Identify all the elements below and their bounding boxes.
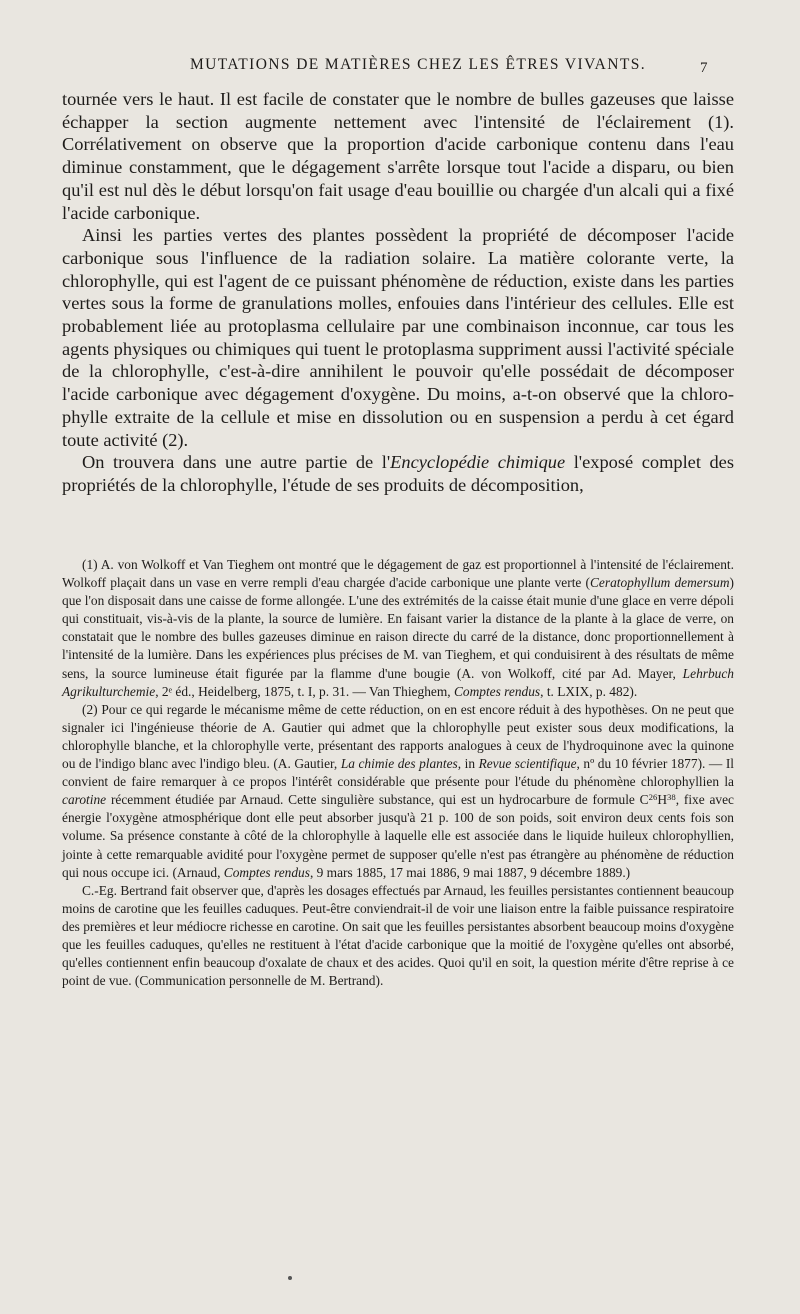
formula-subscript: 38 — [667, 792, 676, 803]
footnote-2-part: récemment étudiée par Arnaud. Cette singulière substance, qui est un hydrocarbure de formule C — [106, 792, 649, 808]
paragraph-3-text-start: On trouvera dans une autre partie de l' — [82, 452, 391, 473]
main-text — [62, 88, 734, 497]
running-title: MUTATIONS DE MATIÈRES CHEZ LES ÊTRES VIVANTS. — [190, 56, 647, 73]
paragraph-3 — [62, 451, 734, 496]
book-title: La chimie des plantes — [340, 756, 458, 772]
footnote-1 — [62, 556, 734, 701]
page-header — [0, 52, 800, 82]
encyclopedia-title: Encyclopédie chimique — [390, 452, 566, 473]
footnotes — [62, 556, 734, 990]
footnote-1-part: , t. LXIX, p. 482). — [540, 683, 638, 699]
footnote-2 — [62, 701, 734, 882]
page-number: 7 — [700, 60, 708, 76]
footnote-1-part: (1) A. von Wolkoff et Van Tieghem ont montré que le dégagement de gaz est proportionnel à l'intensité de l'éclairement. Wolkoff plaçait dans un vase en verre rempli d'eau chargée d'acide carbonique une plante verte ( — [62, 557, 734, 591]
footnote-2-part: , fixe avec énergie l'oxygène atmosphérique dont elle peut absorber jusqu'à 21 p. 100 de son poids, soit environ deux cents fois son volume. Sa présence constante à côté de la chlorophylle à laquelle elle est associée dans le liquide huileux chlorophyllien, jointe à cette remarquable avidité pour l'oxygène permet de supposer qu'elle n'est pas étrangère au phénomène de réduction qui nous occupe ici. (Arnaud, — [62, 792, 735, 880]
paper-speck — [288, 1276, 292, 1280]
footnote-2-part: , in — [457, 756, 479, 772]
paragraph-2: Ainsi les parties vertes des plantes possèdent la propriété de décomposer l'acide carbonique sous l'influence de la radiation solaire. La matière colorante verte, la chlorophylle, qui est l'agent de ce puissant phénomène de réduction, existe dans les parties vertes sous la forme de granulations molles, enfouies dans l'intérieur des cellules. Elle est probablement liée au protoplasma cellulaire par une combinaison inconnue, car tous les agents physiques ou chimiques qui tuent le protoplasma suppriment aussi l'activité spéciale de la chlorophylle, c'est-à-dire annihilent le pouvoir qu'elle possédait de décomposer l'acide carbonique avec dégagement d'oxygène. Du moins, a-t-on observé que la chlorophylle extraite de la cellule et mise en dissolution ou en suspension a perdu à cet égard toute activité (2). — [62, 225, 734, 450]
journal-title: Comptes rendus — [223, 864, 310, 880]
journal-title: Revue scientifique — [478, 756, 577, 772]
footnote-2-part: (2) Pour ce qui regarde le mécanisme même de cette réduction, on en est encore réduit à des hypothèses. On ne peut que signaler ici l'ingénieuse théorie de A. Gautier qui admet que la chlorophylle peut exister sous deux modifications, la chlorophylle blanche, et la chlorophylle verte, présentant des rapports analogues à ceux de l'hydroquinone avec la quinone ou de l'indigo blanc avec l'indigo bleu. (A. Gautier, — [62, 701, 734, 772]
formula-subscript: 26 — [648, 792, 658, 803]
paragraph-3-text-end: l'exposé complet des propriétés de la chlorophylle, l'étude de ses produits de décomposition, — [62, 452, 735, 495]
footnote-2-part: , 9 mars 1885, 17 mai 1886, 9 mai 1887, 9 décembre 1889.) — [309, 864, 631, 880]
species-name: Ceratophyllum demersum — [589, 575, 730, 591]
book-title: Lehrbuch Agrikulturchemie — [62, 665, 734, 699]
footnote-3: C.-Eg. Bertrand fait observer que, d'après les dosages effectués par Arnaud, les feuilles persistantes contiennent beaucoup moins de carotine que les feuilles caduques. Peut-être conviendrait-il de voir une liaison entre la faible puissance respiratoire des premières et leur médiocre richesse en carotine. On sait que les feuilles persistantes absorbent beaucoup moins d'oxygène que les feuilles caduques, qu'elles ne restituent à l'état d'acide carbonique que la moitié de l'oxygène qu'elles ont absorbé, qu'elles contiennent enfin beaucoup d'oxalate de chaux et des acides. Quoi qu'il en soit, la question mérite d'être reprise à ce point de vue. (Communication personnelle de M. Bertrand). — [62, 882, 734, 989]
formula-element: H — [657, 792, 667, 808]
footnote-1-part: , 2ᵉ éd., Heidelberg, 1875, t. I, p. 31. — Van Thieghem, — [155, 683, 454, 699]
journal-title: Comptes rendus — [453, 683, 541, 699]
paragraph-1: tournée vers le haut. Il est facile de constater que le nombre de bulles gazeuses que laisse échapper la section augmente nettement avec l'intensité de l'éclairement (1). Corrélativement on observe que la proportion d'acide carbonique contenu dans l'eau diminue constamment, que le dégagement s'arrête lorsque tout l'acide a disparu, ou bien qu'il est nul dès le début lorsqu'on fait usage d'eau bouillie ou chargée d'un alcali qui a fixé l'acide carbonique. — [62, 89, 734, 223]
substance-name: carotine — [62, 792, 107, 808]
footnote-1-part: ) que l'on disposait dans une caisse de forme allongée. L'une des extrémités de la caisse était munie d'une glace en verre dépoli qui constituait, vis-à-vis de la plante, la source de lumière. En faisant varier la distance de la plante à la glace de verre, on constatait que le nombre des bulles gazeuses diminue en raison directe du carré de la distance, donc proportionnellement à l'intensité de la lumière. Dans les expériences plus précises de M. van Tieghem, et qui conduisirent à des résultats de même sens, la source lumineuse était figurée par la flamme d'une bougie (A. von Wolkoff, cité par Ad. Mayer, — [62, 575, 734, 681]
footnote-2-part: , nº du 10 février 1877). — Il convient de faire remarquer à ce propos l'intérêt considérable que présente pour l'étude du phénomène chlorophyllien la — [62, 756, 734, 790]
